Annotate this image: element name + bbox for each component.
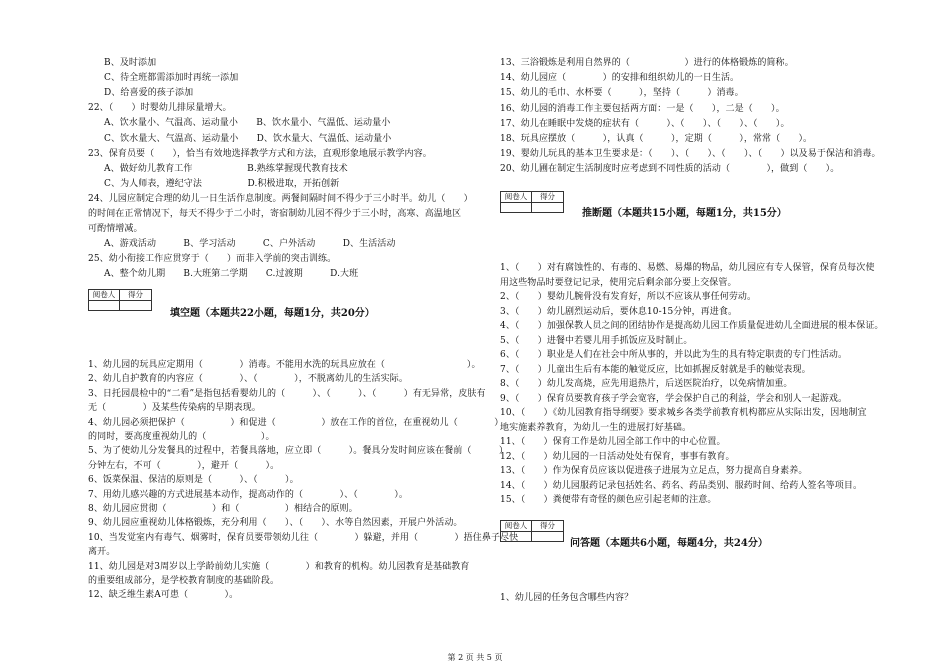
- question-line: 4、幼儿园必须把保护（ ）和促进（ ）放在工作的首位，在重视幼儿（ ）: [88, 417, 504, 428]
- question-line: 14、（ ）幼儿园服药记录包括姓名、药名、药品类别、服药时间、给药人签名等项目。: [500, 480, 863, 491]
- question-line: 离开。: [88, 547, 116, 558]
- score-label: 得分: [120, 290, 151, 301]
- question-line: 19、婴幼儿玩具的基本卫生要求是：（ ）、（ ）、（ ）、（ ）以及易于保洁和消毒。: [500, 149, 881, 160]
- question-line: 11、幼儿园是对3周岁以上学龄前幼儿实施（ ）和教育的机构。幼儿园教育是基础教育: [88, 561, 470, 572]
- question-line: A、做好幼儿教育工作 B.熟练掌握现代教育技术: [104, 163, 348, 174]
- question-line: 16、幼儿园的消毒工作主要包括两方面：一是（ ），二是（ ）。: [500, 103, 785, 114]
- question-line: 6、（ ）职业是人们在社会中所从事的，并以此为生的具有特定职责的专门性活动。: [500, 350, 848, 360]
- question-line: 4、（ ）加强保教人员之间的团结协作是提高幼儿园工作质量促进幼儿全面进展的根本保证。: [500, 321, 884, 331]
- question-line: 分钟左右，不可（ ），避开（ ）。: [88, 460, 280, 471]
- score-cell: [120, 301, 151, 310]
- question-line: 15、幼儿的毛巾、水杯要（ ），坚持（ ）消毒。: [500, 88, 744, 99]
- question-line: 8、幼儿园应贯彻（ ）和（ ）相结合的原则。: [88, 504, 358, 514]
- question-line: 24、儿园应制定合理的幼儿一日生活作息制度。两餐间隔时间不得少于三小时半。幼儿（ ）: [88, 193, 473, 204]
- reviewer-label: 阅卷人: [501, 192, 532, 203]
- question-line: 的重要组成部分，是学校教育制度的基础阶段。: [88, 576, 280, 586]
- question-line: 7、用幼儿感兴趣的方式进展基本动作，提高动作的（ ）、（ ）。: [88, 489, 408, 500]
- question-line: 5、（ ）进餐中若婴儿用手抓饭应及时制止。: [500, 335, 693, 346]
- question-line: 9、幼儿园应重视幼儿体格锻炼，充分利用（ ）、（ ）、水等自然因素，开展户外活动。: [88, 518, 463, 529]
- question-line: 2、（ ）婴幼儿腕骨没有发育好，所以不应该从事任何劳动。: [500, 292, 757, 302]
- question-line: C、待全班都需添加时再统一添加: [104, 73, 239, 84]
- score-label: 得分: [532, 192, 563, 203]
- question-line: 10、当发觉室内有毒气、烟雾时，保育员要带领幼儿往（ ）躲避，并用（ ）捂住鼻子尽快: [88, 532, 519, 543]
- question-line: 3、（ ）幼儿剧烈运动后，要休息10-15分钟，再进食。: [500, 306, 738, 317]
- question-line: A、整个幼儿期 B.大班第二学期 C.过渡期 D.大班: [104, 269, 359, 280]
- question-line: 1、（ ）对有腐蚀性的、有毒的、易燃、易爆的物品，幼儿园应有专人保管，保育员每次使: [500, 263, 875, 273]
- section-title-qa: 问答题（本题共6小题，每题4分，共24分）: [570, 538, 768, 549]
- question-line: D、给喜爱的孩子添加: [104, 88, 194, 99]
- question-line: 12、缺乏维生素A可患（ ）。: [88, 590, 239, 601]
- question-line: 20、幼儿圃在制定生活制度时应考虑到不同性质的活动（ ），做到（ ）。: [500, 164, 840, 175]
- question-line: 11、（ ）保育工作是幼儿园全部工作中的中心位置。: [500, 437, 726, 447]
- question-line: C、饮水量大、气温高、运动量小 D、饮水量大、气温低、运动量小: [104, 133, 392, 144]
- question-line: B、及时添加: [104, 58, 157, 68]
- question-line: 的同时，要高度重视幼儿的（ ）。: [88, 432, 275, 442]
- score-label: 得分: [532, 521, 563, 532]
- reviewer-cell: [501, 532, 532, 541]
- question-line: 12、（ ）幼儿园的一日活动处处有保育，事事有教育。: [500, 451, 735, 462]
- question-line: 10、（ ）《幼儿园教育指导纲要》要求城乡各类学前教育机构都应从实际出发，因地制宜: [500, 408, 867, 418]
- question-line: 25、幼小衔接工作应贯穿于（ ）而非入学前的突击训练。: [88, 254, 337, 265]
- question-line: 15、（ ）粪便带有奇怪的颜色应引起老师的注意。: [500, 495, 717, 505]
- section-title-fill: 填空题（本题共22小题，每题1分，共20分）: [170, 308, 375, 319]
- section-title-judge: 推断题（本题共15小题，每题1分，共15分）: [582, 208, 787, 219]
- reviewer-cell: [89, 301, 120, 310]
- question-line: 8、（ ）幼儿发高烧，应先用退热片，后送医院治疗，以免病情加重。: [500, 379, 793, 389]
- page-footer: 第 2 页 共 5 页: [447, 653, 503, 662]
- score-box-judge: [500, 191, 564, 213]
- question-line: 9、（ ）保育员要教育孩子学会宽容，学会保护自己的利益，学会和别人一起游戏。: [500, 393, 848, 404]
- score-box-fill: [88, 289, 152, 311]
- question-line: A、游戏活动 B、学习活动 C、户外活动 D、生活活动: [104, 239, 396, 250]
- left-column: [88, 0, 519, 671]
- question-line: A、饮水量小、气温高、运动量小 B、饮水量小、气温低、运动量小: [104, 118, 391, 129]
- question-line: 5、为了使幼儿分发餐具的过程中，若餐具落地，应立即（ ）。餐具分发时间应该在餐前（ ）: [88, 446, 508, 457]
- question-line: 13、三浴锻炼是利用自然界的（ ）进行的体格锻炼的简称。: [500, 58, 794, 68]
- question-line: 可酌情增减。: [88, 224, 143, 235]
- question-line: 3、日托园晨检中的“二看”是指包括看婴幼儿的（ ）、（ ）、（ ）有无异常，皮肤有: [88, 388, 486, 399]
- question-line: 14、幼儿园应（ ）的安排和组织幼儿的一日生活。: [500, 73, 740, 84]
- question-line: 23、保育员要（ ），恰当有效地选择教学方式和方法，直观形象地展示教学内容。: [88, 148, 432, 159]
- question-line: 2、幼儿自护教育的内容应（ ）、（ ），不脱离幼儿的生活实际。: [88, 374, 408, 385]
- question-line: 17、幼儿在睡眠中发烧的症状有（ ）、（ ）、（ ）、（ ）。: [500, 118, 790, 129]
- question-line: C、为人师表，遵纪守法 D.积极进取，开拓创新: [104, 178, 340, 189]
- question-line: 18、玩具应摆放（ ），认真（ ），定期（ ），常常（ ）。: [500, 134, 813, 144]
- question-line: 22、（ ）时婴幼儿排尿量增大。: [88, 103, 232, 114]
- question-line: 无（ ）及某些传染病的早期表现。: [88, 403, 261, 414]
- reviewer-label: 阅卷人: [501, 521, 532, 532]
- question-line: 1、幼儿园的任务包含哪些内容？: [500, 593, 634, 603]
- reviewer-cell: [501, 203, 532, 212]
- question-line: 7、（ ）儿童出生后有本能的触觉反应，比如抓握反射就是手的触觉表现。: [500, 364, 811, 375]
- score-cell: [532, 203, 563, 212]
- question-line: 地实施素养教育，为幼儿一生的进展打好基础。: [500, 422, 692, 433]
- question-line: 1、幼儿园的玩具应定期用（ ）消毒。不能用水洗的玩具应放在（ ）。: [88, 360, 481, 370]
- question-line: 用这些物品时要登记记录，使用完后剩余部分要上交保管。: [500, 277, 737, 288]
- reviewer-label: 阅卷人: [89, 290, 120, 301]
- score-box-qa: [500, 520, 564, 542]
- right-column: [500, 0, 930, 671]
- question-line: 的时间在正常情况下，每天不得少于二小时，寄宿制幼儿园不得少于三小时，高寒、高温地区: [88, 209, 462, 219]
- question-line: 13、（ ）作为保育员应该以促进孩子进展为立足点，努力提高自身素养。: [500, 466, 808, 476]
- question-line: 6、饭菜保温、保洁的原则是（ ）、（ ）。: [88, 475, 299, 486]
- score-cell: [532, 532, 563, 541]
